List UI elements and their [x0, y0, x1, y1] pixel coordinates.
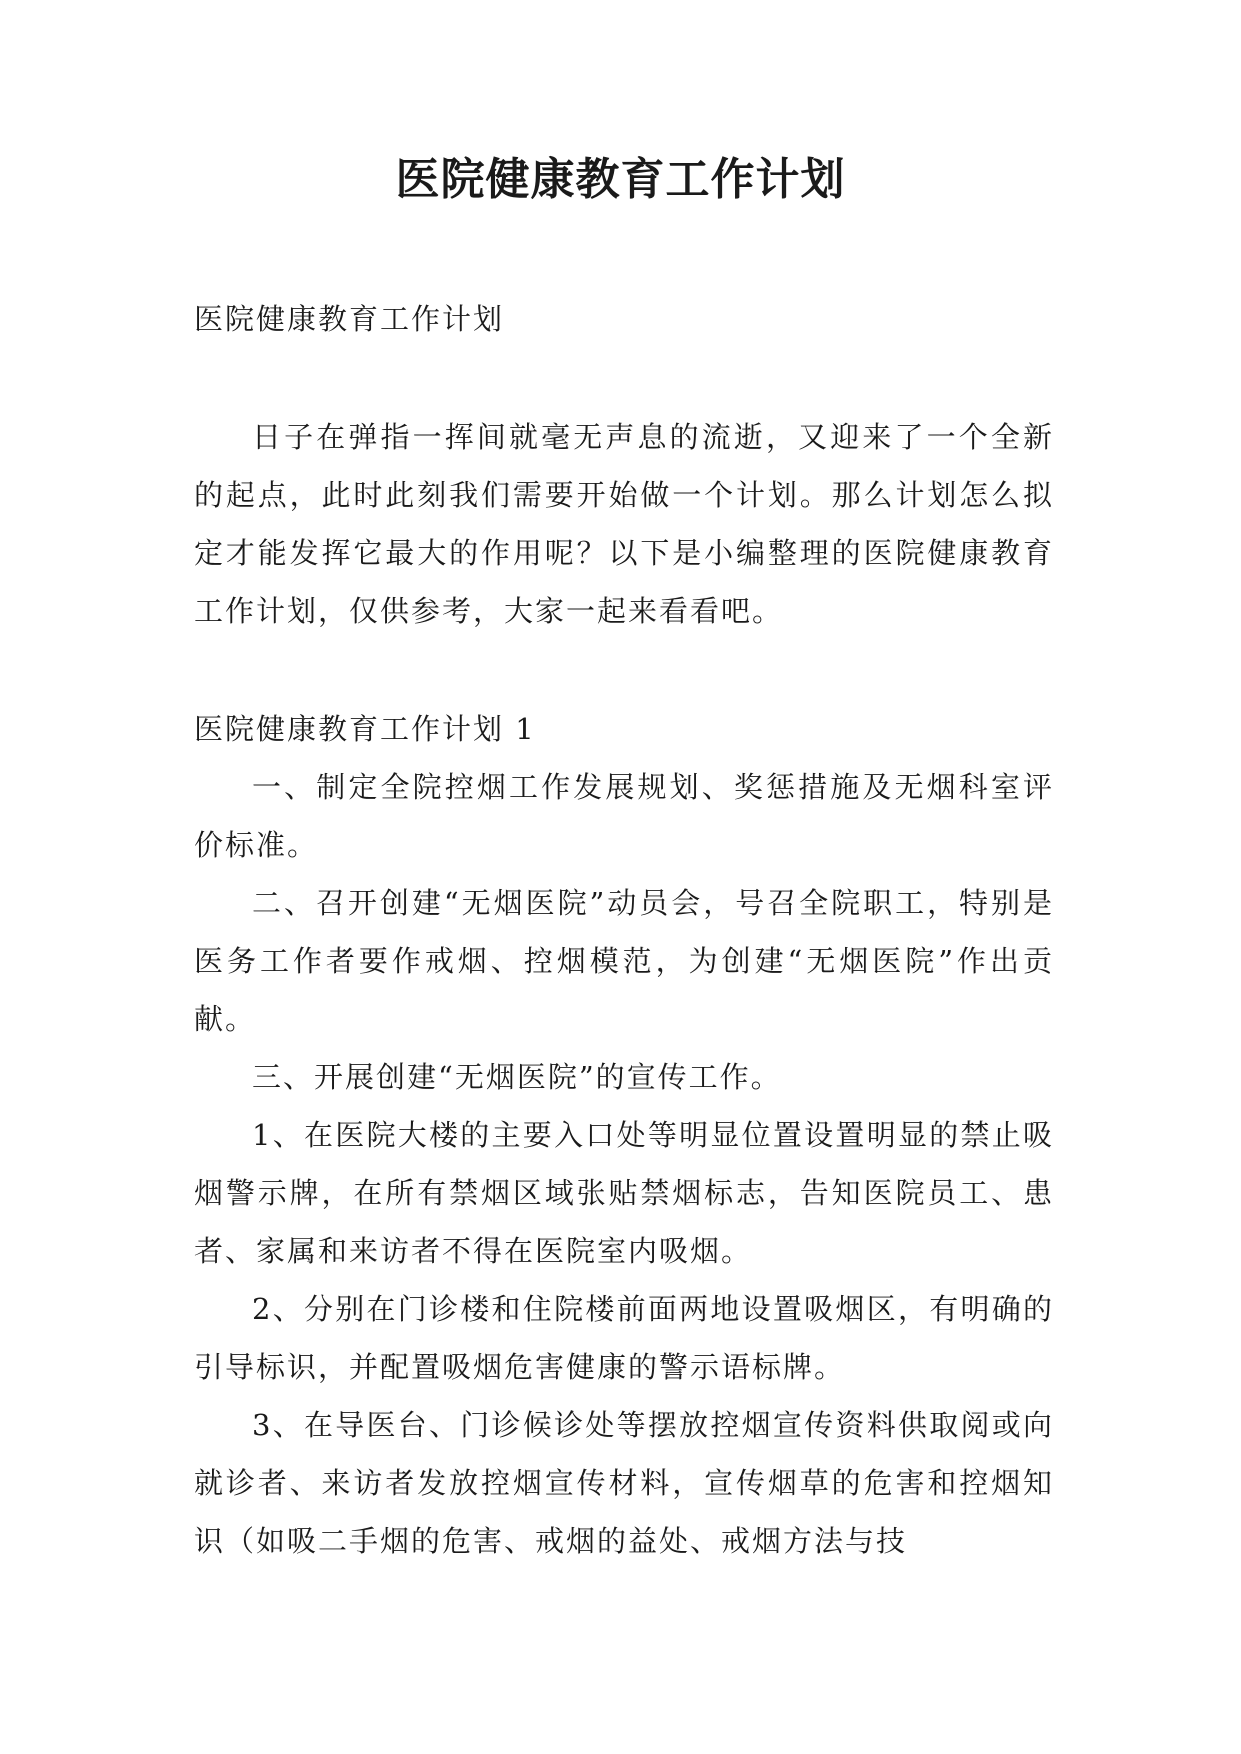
- section-heading: 医院健康教育工作计划 1: [194, 712, 536, 746]
- paragraph-2: 二、召开创建“无烟医院”动员会，号召全院职工，特别是医务工作者要作戒烟、控烟模范，为创建“无烟医院”作出贡献。: [194, 886, 1054, 1036]
- paragraph-5: 2、分别在门诊楼和住院楼前面两地设置吸烟区，有明确的引导标识，并配置吸烟危害健康的警示语标牌。: [194, 1292, 1054, 1384]
- paragraph-4: 1、在医院大楼的主要入口处等明显位置设置明显的禁止吸烟警示牌，在所有禁烟区域张贴禁烟标志，告知医院员工、患者、家属和来访者不得在医院室内吸烟。: [194, 1118, 1054, 1268]
- document-subtitle: 医院健康教育工作计划: [194, 302, 505, 336]
- paragraph-3: 三、开展创建“无烟医院”的宣传工作。: [252, 1060, 782, 1094]
- document-body: [194, 290, 1054, 1570]
- intro-paragraph: 日子在弹指一挥间就毫无声息的流逝，又迎来了一个全新的起点，此时此刻我们需要开始做一个计划。那么计划怎么拟定才能发挥它最大的作用呢？以下是小编整理的医院健康教育工作计划，仅供参考，大家一起来看看吧。: [194, 420, 1054, 628]
- document-title: 医院健康教育工作计划: [395, 154, 846, 205]
- paragraph-1: 一、制定全院控烟工作发展规划、奖惩措施及无烟科室评价标准。: [194, 770, 1054, 862]
- spacer: [194, 348, 1054, 408]
- paragraph-6: 3、在导医台、门诊候诊处等摆放控烟宣传资料供取阅或向就诊者、来访者发放控烟宣传材料，宣传烟草的危害和控烟知识（如吸二手烟的危害、戒烟的益处、戒烟方法与技: [194, 1408, 1054, 1558]
- spacer: [194, 640, 1054, 700]
